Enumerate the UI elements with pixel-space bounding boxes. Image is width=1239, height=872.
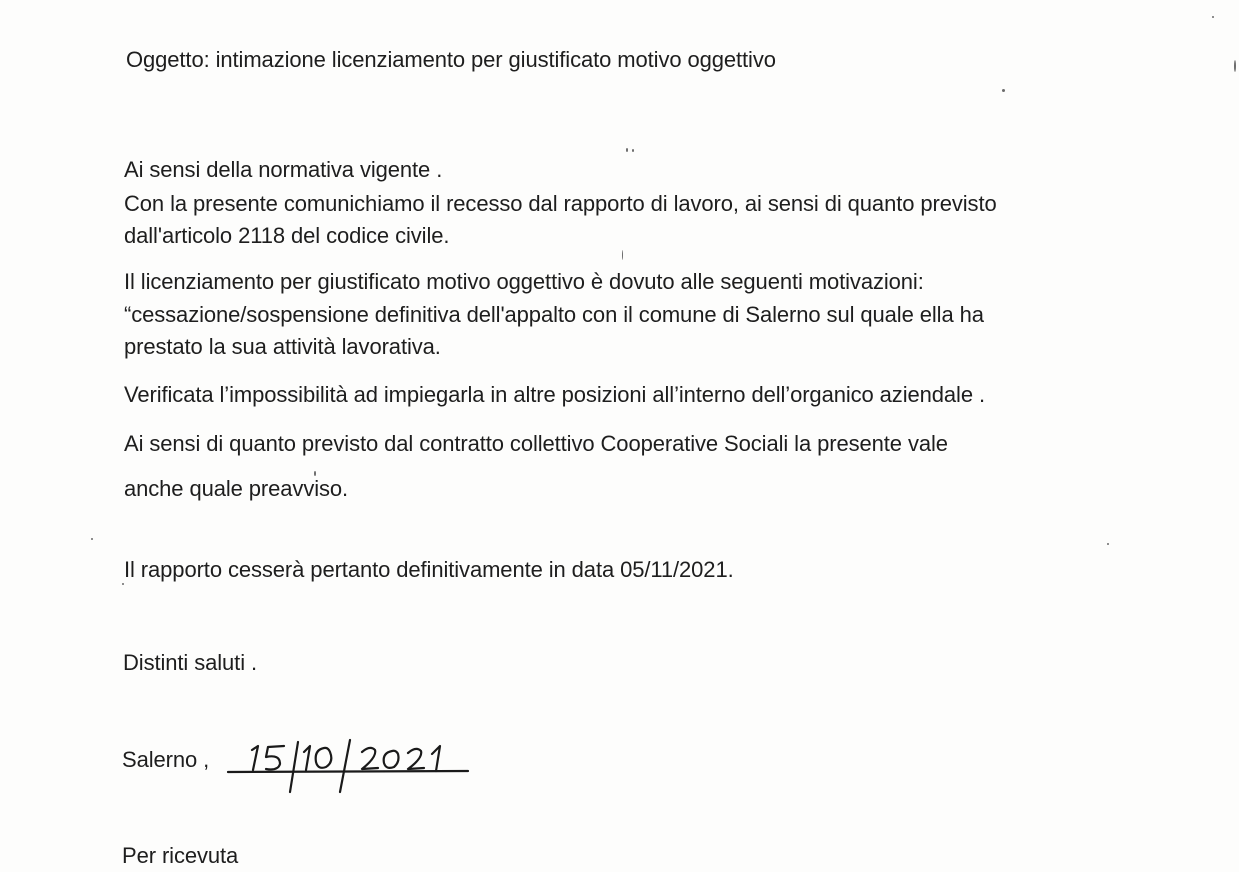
paragraph-1-line-2: Con la presente comunichiamo il recesso dal rapporto di lavoro, ai sensi di quanto previsto <box>124 191 997 216</box>
scan-speck <box>632 149 634 152</box>
paragraph-2-line-3: prestato la sua attività lavorativa. <box>124 334 441 359</box>
receipt-label: Per ricevuta <box>122 843 239 868</box>
scan-speck <box>1212 16 1214 18</box>
paragraph-1-line-1: Ai sensi della normativa vigente . <box>124 157 443 182</box>
scan-speck <box>1002 89 1005 92</box>
scan-speck <box>1107 543 1109 545</box>
scan-speck <box>622 250 623 260</box>
subject-line: Oggetto: intimazione licenziamento per giustificato motivo oggettivo <box>126 47 776 72</box>
paragraph-4-line-1: Ai sensi di quanto previsto dal contratto collettivo Cooperative Sociali la presente vale <box>124 431 948 456</box>
paragraph-3-line-1: Verificata l’impossibilità ad impiegarla in altre posizioni all’interno dell’organico aziendale . <box>124 382 985 407</box>
paragraph-4-line-2: anche quale preavviso. <box>124 476 349 501</box>
paragraph-2-line-1: Il licenziamento per giustificato motivo oggettivo è dovuto alle seguenti motivazioni: <box>124 269 924 294</box>
closing-line: Distinti saluti . <box>123 650 258 675</box>
place-label: Salerno , <box>122 747 210 772</box>
paragraph-1-line-3: dall'articolo 2118 del codice civile. <box>124 223 450 248</box>
paragraph-5-line-1: Il rapporto cesserà pertanto definitivamente in data 05/11/2021. <box>124 557 734 582</box>
scan-speck <box>1234 60 1236 72</box>
scan-speck <box>626 148 628 152</box>
paragraph-2-line-2: “cessazione/sospensione definitiva dell'appalto con il comune di Salerno sul quale ella ha <box>124 302 984 327</box>
scan-speck <box>91 538 93 540</box>
scan-speck <box>314 471 316 476</box>
scan-speck <box>122 583 124 585</box>
handwritten-date-signature <box>222 734 474 796</box>
